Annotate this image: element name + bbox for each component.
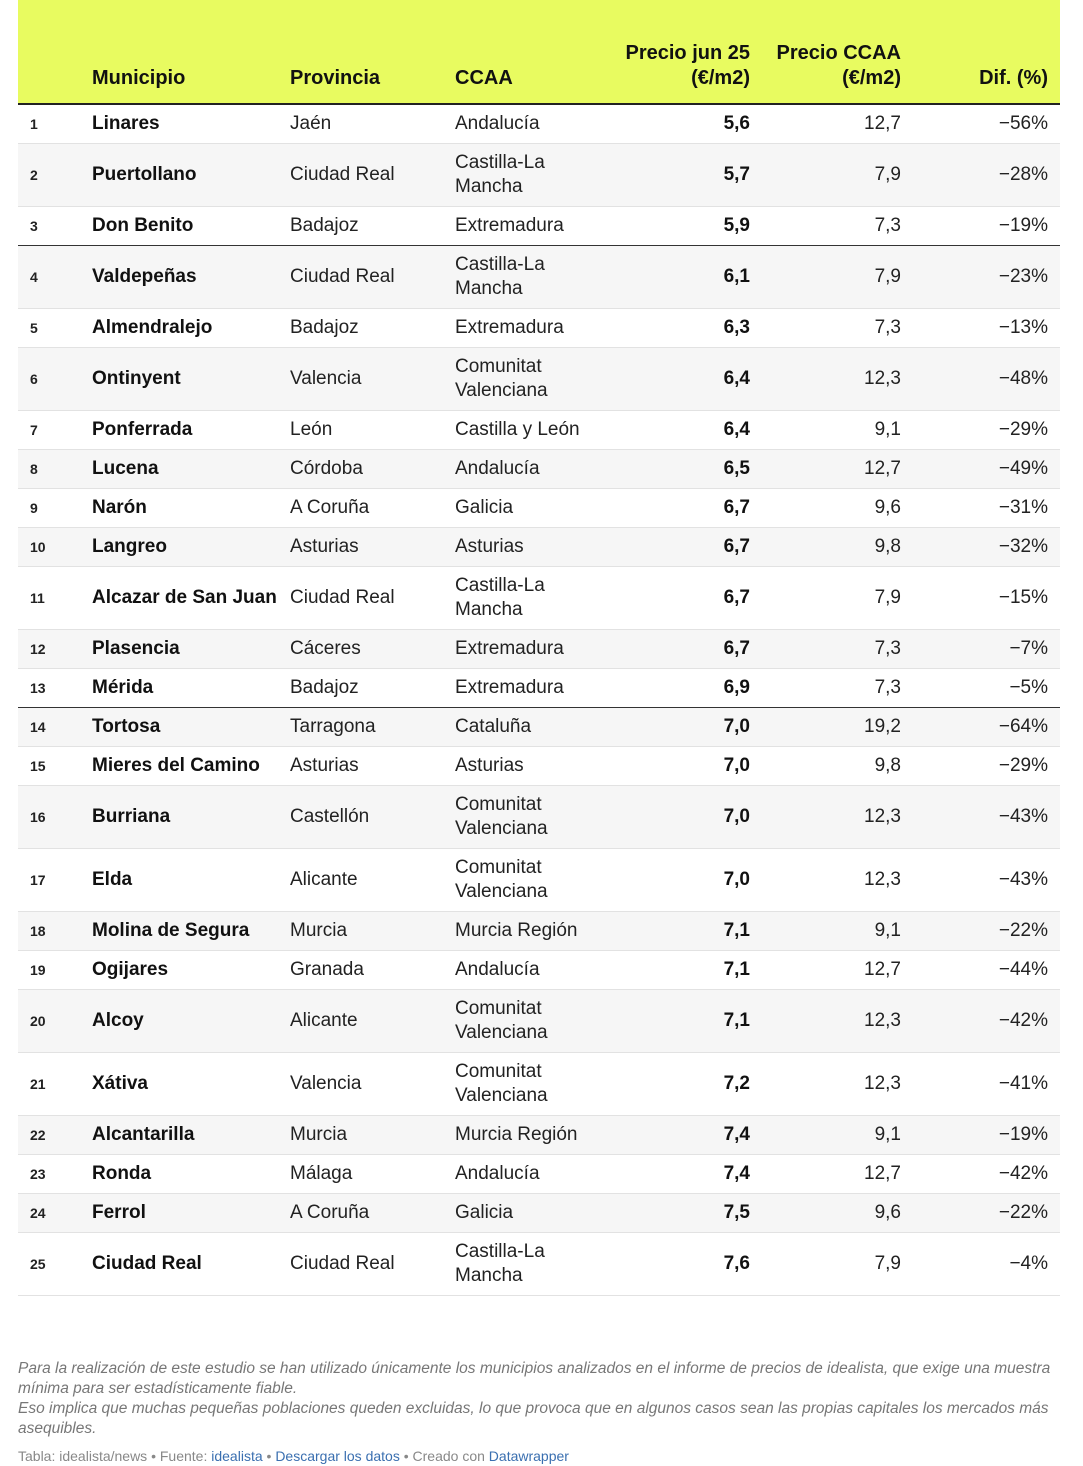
cell-municipio: Almendralejo [92,309,290,348]
cell-precio: 6,4 [623,411,762,450]
cell-ccaa: Galicia [455,489,623,528]
cell-municipio: Don Benito [92,207,290,246]
table-row [18,489,1060,528]
cell-precio: 6,7 [623,489,762,528]
cell-municipio: Tortosa [92,708,290,747]
cell-dif: −64% [913,708,1060,747]
table-row [18,528,1060,567]
cell-precio-ccaa: 7,3 [762,669,913,708]
cell-ccaa: Comunitat Valenciana [455,849,623,912]
cell-dif: −28% [913,144,1060,207]
cell-precio: 7,0 [623,708,762,747]
cell-rank: 14 [18,708,92,747]
table-row [18,348,1060,411]
header-provincia[interactable]: Provincia [290,0,455,104]
cell-precio: 7,1 [623,951,762,990]
cell-precio-ccaa: 9,6 [762,489,913,528]
table-row [18,630,1060,669]
cell-municipio: Langreo [92,528,290,567]
cell-precio-ccaa: 9,1 [762,1116,913,1155]
cell-dif: −42% [913,990,1060,1053]
header-precio-ccaa[interactable]: Precio CCAA (€/m2) [762,0,913,104]
cell-ccaa: Castilla-La Mancha [455,567,623,630]
cell-precio-ccaa: 7,9 [762,144,913,207]
table-row [18,1233,1060,1296]
cell-dif: −19% [913,1116,1060,1155]
cell-dif: −43% [913,849,1060,912]
cell-dif: −29% [913,411,1060,450]
cell-provincia: Alicante [290,849,455,912]
cell-precio: 7,4 [623,1155,762,1194]
cell-precio-ccaa: 12,7 [762,450,913,489]
cell-dif: −23% [913,246,1060,309]
cell-precio-ccaa: 9,8 [762,528,913,567]
cell-municipio: Plasencia [92,630,290,669]
cell-rank: 11 [18,567,92,630]
table-row [18,990,1060,1053]
header-dif[interactable]: Dif. (%) [913,0,1060,104]
cell-rank: 20 [18,990,92,1053]
cell-precio: 7,5 [623,1194,762,1233]
cell-precio: 7,0 [623,747,762,786]
table-notes [18,1359,1058,1439]
cell-provincia: Ciudad Real [290,1233,455,1296]
cell-precio: 6,7 [623,528,762,567]
cell-ccaa: Extremadura [455,309,623,348]
cell-rank: 12 [18,630,92,669]
cell-municipio: Ferrol [92,1194,290,1233]
cell-ccaa: Andalucía [455,450,623,489]
cell-precio: 5,7 [623,144,762,207]
cell-municipio: Xátiva [92,1053,290,1116]
cell-rank: 25 [18,1233,92,1296]
cell-rank: 2 [18,144,92,207]
cell-ccaa: Comunitat Valenciana [455,786,623,849]
cell-precio-ccaa: 7,9 [762,246,913,309]
cell-provincia: Cáceres [290,630,455,669]
cell-municipio: Ronda [92,1155,290,1194]
cell-ccaa: Asturias [455,747,623,786]
table-footer [18,1446,1058,1466]
cell-rank: 17 [18,849,92,912]
cell-dif: −56% [913,104,1060,144]
cell-precio-ccaa: 12,7 [762,104,913,144]
cell-municipio: Ciudad Real [92,1233,290,1296]
cell-rank: 22 [18,1116,92,1155]
cell-precio: 7,2 [623,1053,762,1116]
table-row [18,1194,1060,1233]
cell-dif: −22% [913,1194,1060,1233]
table-row [18,207,1060,246]
cell-municipio: Lucena [92,450,290,489]
cell-precio: 6,1 [623,246,762,309]
cell-provincia: Valencia [290,348,455,411]
cell-provincia: Ciudad Real [290,246,455,309]
header-municipio[interactable]: Municipio [92,0,290,104]
cell-municipio: Alcoy [92,990,290,1053]
cell-dif: −48% [913,348,1060,411]
cell-precio-ccaa: 9,8 [762,747,913,786]
cell-municipio: Alcazar de San Juan [92,567,290,630]
table-row [18,450,1060,489]
table-row [18,1155,1060,1194]
cell-municipio: Valdepeñas [92,246,290,309]
cell-dif: −19% [913,207,1060,246]
cell-dif: −31% [913,489,1060,528]
footer-table-label: Tabla: idealista/news [18,1448,148,1464]
table-row [18,786,1060,849]
cell-rank: 1 [18,104,92,144]
cell-precio: 6,7 [623,630,762,669]
cell-rank: 5 [18,309,92,348]
cell-municipio: Ontinyent [92,348,290,411]
cell-dif: −41% [913,1053,1060,1116]
cell-provincia: Badajoz [290,309,455,348]
cell-rank: 8 [18,450,92,489]
data-table-container [18,0,1060,1296]
cell-ccaa: Castilla-La Mancha [455,246,623,309]
cell-rank: 4 [18,246,92,309]
cell-precio-ccaa: 7,3 [762,207,913,246]
cell-rank: 19 [18,951,92,990]
cell-precio: 7,4 [623,1116,762,1155]
cell-precio-ccaa: 7,3 [762,630,913,669]
cell-dif: −5% [913,669,1060,708]
footer-separator: • [147,1448,160,1464]
table-row [18,411,1060,450]
cell-dif: −49% [913,450,1060,489]
cell-dif: −13% [913,309,1060,348]
datawrapper-link[interactable]: Datawrapper [488,1448,569,1464]
cell-precio-ccaa: 12,7 [762,951,913,990]
table-row [18,708,1060,747]
data-table [18,0,1060,1296]
cell-rank: 21 [18,1053,92,1116]
cell-rank: 6 [18,348,92,411]
cell-municipio: Mérida [92,669,290,708]
cell-ccaa: Castilla-La Mancha [455,1233,623,1296]
cell-dif: −22% [913,912,1060,951]
table-row [18,912,1060,951]
cell-dif: −42% [913,1155,1060,1194]
cell-precio: 7,6 [623,1233,762,1296]
cell-precio-ccaa: 12,3 [762,849,913,912]
cell-ccaa: Murcia Región [455,912,623,951]
table-header-row [18,0,1060,104]
table-body [18,104,1060,1296]
cell-dif: −29% [913,747,1060,786]
cell-municipio: Alcantarilla [92,1116,290,1155]
cell-provincia: Badajoz [290,669,455,708]
table-row [18,1053,1060,1116]
cell-dif: −15% [913,567,1060,630]
cell-municipio: Narón [92,489,290,528]
cell-provincia: A Coruña [290,489,455,528]
note-line-1: Para la realización de este estudio se han utilizado únicamente los municipios analizados en el informe de precios de idealista, que exige una muestra mínima para ser estadísticamente fiable. [18,1360,1051,1397]
cell-provincia: Badajoz [290,207,455,246]
cell-dif: −44% [913,951,1060,990]
cell-provincia: Asturias [290,528,455,567]
cell-ccaa: Comunitat Valenciana [455,348,623,411]
cell-ccaa: Castilla y León [455,411,623,450]
cell-provincia: Castellón [290,786,455,849]
cell-precio: 6,9 [623,669,762,708]
cell-precio: 7,1 [623,912,762,951]
footer-separator: • [262,1448,276,1464]
cell-rank: 13 [18,669,92,708]
cell-precio-ccaa: 9,1 [762,411,913,450]
download-data-link[interactable]: Descargar los datos [275,1448,400,1464]
header-ccaa[interactable]: CCAA [455,0,623,104]
cell-rank: 3 [18,207,92,246]
cell-provincia: Córdoba [290,450,455,489]
cell-ccaa: Andalucía [455,104,623,144]
cell-ccaa: Murcia Región [455,1116,623,1155]
cell-rank: 10 [18,528,92,567]
cell-rank: 16 [18,786,92,849]
cell-provincia: Tarragona [290,708,455,747]
table-row [18,104,1060,144]
cell-precio-ccaa: 9,1 [762,912,913,951]
table-row [18,246,1060,309]
cell-precio-ccaa: 9,6 [762,1194,913,1233]
header-precio[interactable]: Precio jun 25 (€/m2) [623,0,762,104]
footer-source-label: Fuente: [159,1448,212,1464]
cell-ccaa: Comunitat Valenciana [455,1053,623,1116]
table-row [18,669,1060,708]
cell-municipio: Mieres del Camino [92,747,290,786]
cell-precio: 6,3 [623,309,762,348]
cell-precio-ccaa: 7,3 [762,309,913,348]
cell-provincia: Murcia [290,1116,455,1155]
cell-rank: 24 [18,1194,92,1233]
cell-ccaa: Cataluña [455,708,623,747]
cell-provincia: Ciudad Real [290,144,455,207]
table-row [18,1116,1060,1155]
cell-precio-ccaa: 12,7 [762,1155,913,1194]
table-row [18,951,1060,990]
cell-ccaa: Extremadura [455,207,623,246]
cell-precio: 6,4 [623,348,762,411]
cell-dif: −4% [913,1233,1060,1296]
cell-rank: 15 [18,747,92,786]
cell-precio-ccaa: 12,3 [762,786,913,849]
cell-municipio: Ogijares [92,951,290,990]
footer-created-label: Creado con [412,1448,489,1464]
cell-precio-ccaa: 7,9 [762,1233,913,1296]
cell-ccaa: Extremadura [455,630,623,669]
cell-rank: 23 [18,1155,92,1194]
cell-municipio: Puertollano [92,144,290,207]
header-rank[interactable] [18,0,92,104]
cell-dif: −32% [913,528,1060,567]
cell-precio: 7,1 [623,990,762,1053]
cell-provincia: Ciudad Real [290,567,455,630]
table-row [18,567,1060,630]
cell-dif: −7% [913,630,1060,669]
cell-ccaa: Andalucía [455,951,623,990]
cell-provincia: A Coruña [290,1194,455,1233]
cell-ccaa: Asturias [455,528,623,567]
cell-rank: 7 [18,411,92,450]
cell-provincia: Granada [290,951,455,990]
note-line-2: Eso implica que muchas pequeñas poblaciones queden excluidas, lo que provoca que en algunos casos sean las propias capitales los mercados más asequibles. [18,1400,1049,1437]
footer-separator: • [399,1448,413,1464]
cell-rank: 9 [18,489,92,528]
cell-precio-ccaa: 12,3 [762,1053,913,1116]
cell-precio-ccaa: 7,9 [762,567,913,630]
cell-provincia: Alicante [290,990,455,1053]
cell-provincia: Málaga [290,1155,455,1194]
cell-precio: 7,0 [623,849,762,912]
cell-municipio: Ponferrada [92,411,290,450]
cell-precio-ccaa: 12,3 [762,348,913,411]
footer-source-link[interactable]: idealista [211,1448,263,1464]
table-row [18,849,1060,912]
cell-precio: 6,7 [623,567,762,630]
cell-provincia: Murcia [290,912,455,951]
table-row [18,747,1060,786]
cell-provincia: Valencia [290,1053,455,1116]
cell-municipio: Molina de Segura [92,912,290,951]
cell-precio-ccaa: 12,3 [762,990,913,1053]
cell-provincia: León [290,411,455,450]
cell-municipio: Burriana [92,786,290,849]
cell-precio: 5,9 [623,207,762,246]
cell-rank: 18 [18,912,92,951]
cell-provincia: Jaén [290,104,455,144]
cell-ccaa: Extremadura [455,669,623,708]
cell-dif: −43% [913,786,1060,849]
cell-ccaa: Galicia [455,1194,623,1233]
cell-ccaa: Andalucía [455,1155,623,1194]
table-row [18,309,1060,348]
cell-ccaa: Castilla-La Mancha [455,144,623,207]
cell-municipio: Elda [92,849,290,912]
cell-municipio: Linares [92,104,290,144]
cell-precio-ccaa: 19,2 [762,708,913,747]
table-row [18,144,1060,207]
cell-precio: 5,6 [623,104,762,144]
cell-precio: 7,0 [623,786,762,849]
cell-ccaa: Comunitat Valenciana [455,990,623,1053]
cell-precio: 6,5 [623,450,762,489]
cell-provincia: Asturias [290,747,455,786]
